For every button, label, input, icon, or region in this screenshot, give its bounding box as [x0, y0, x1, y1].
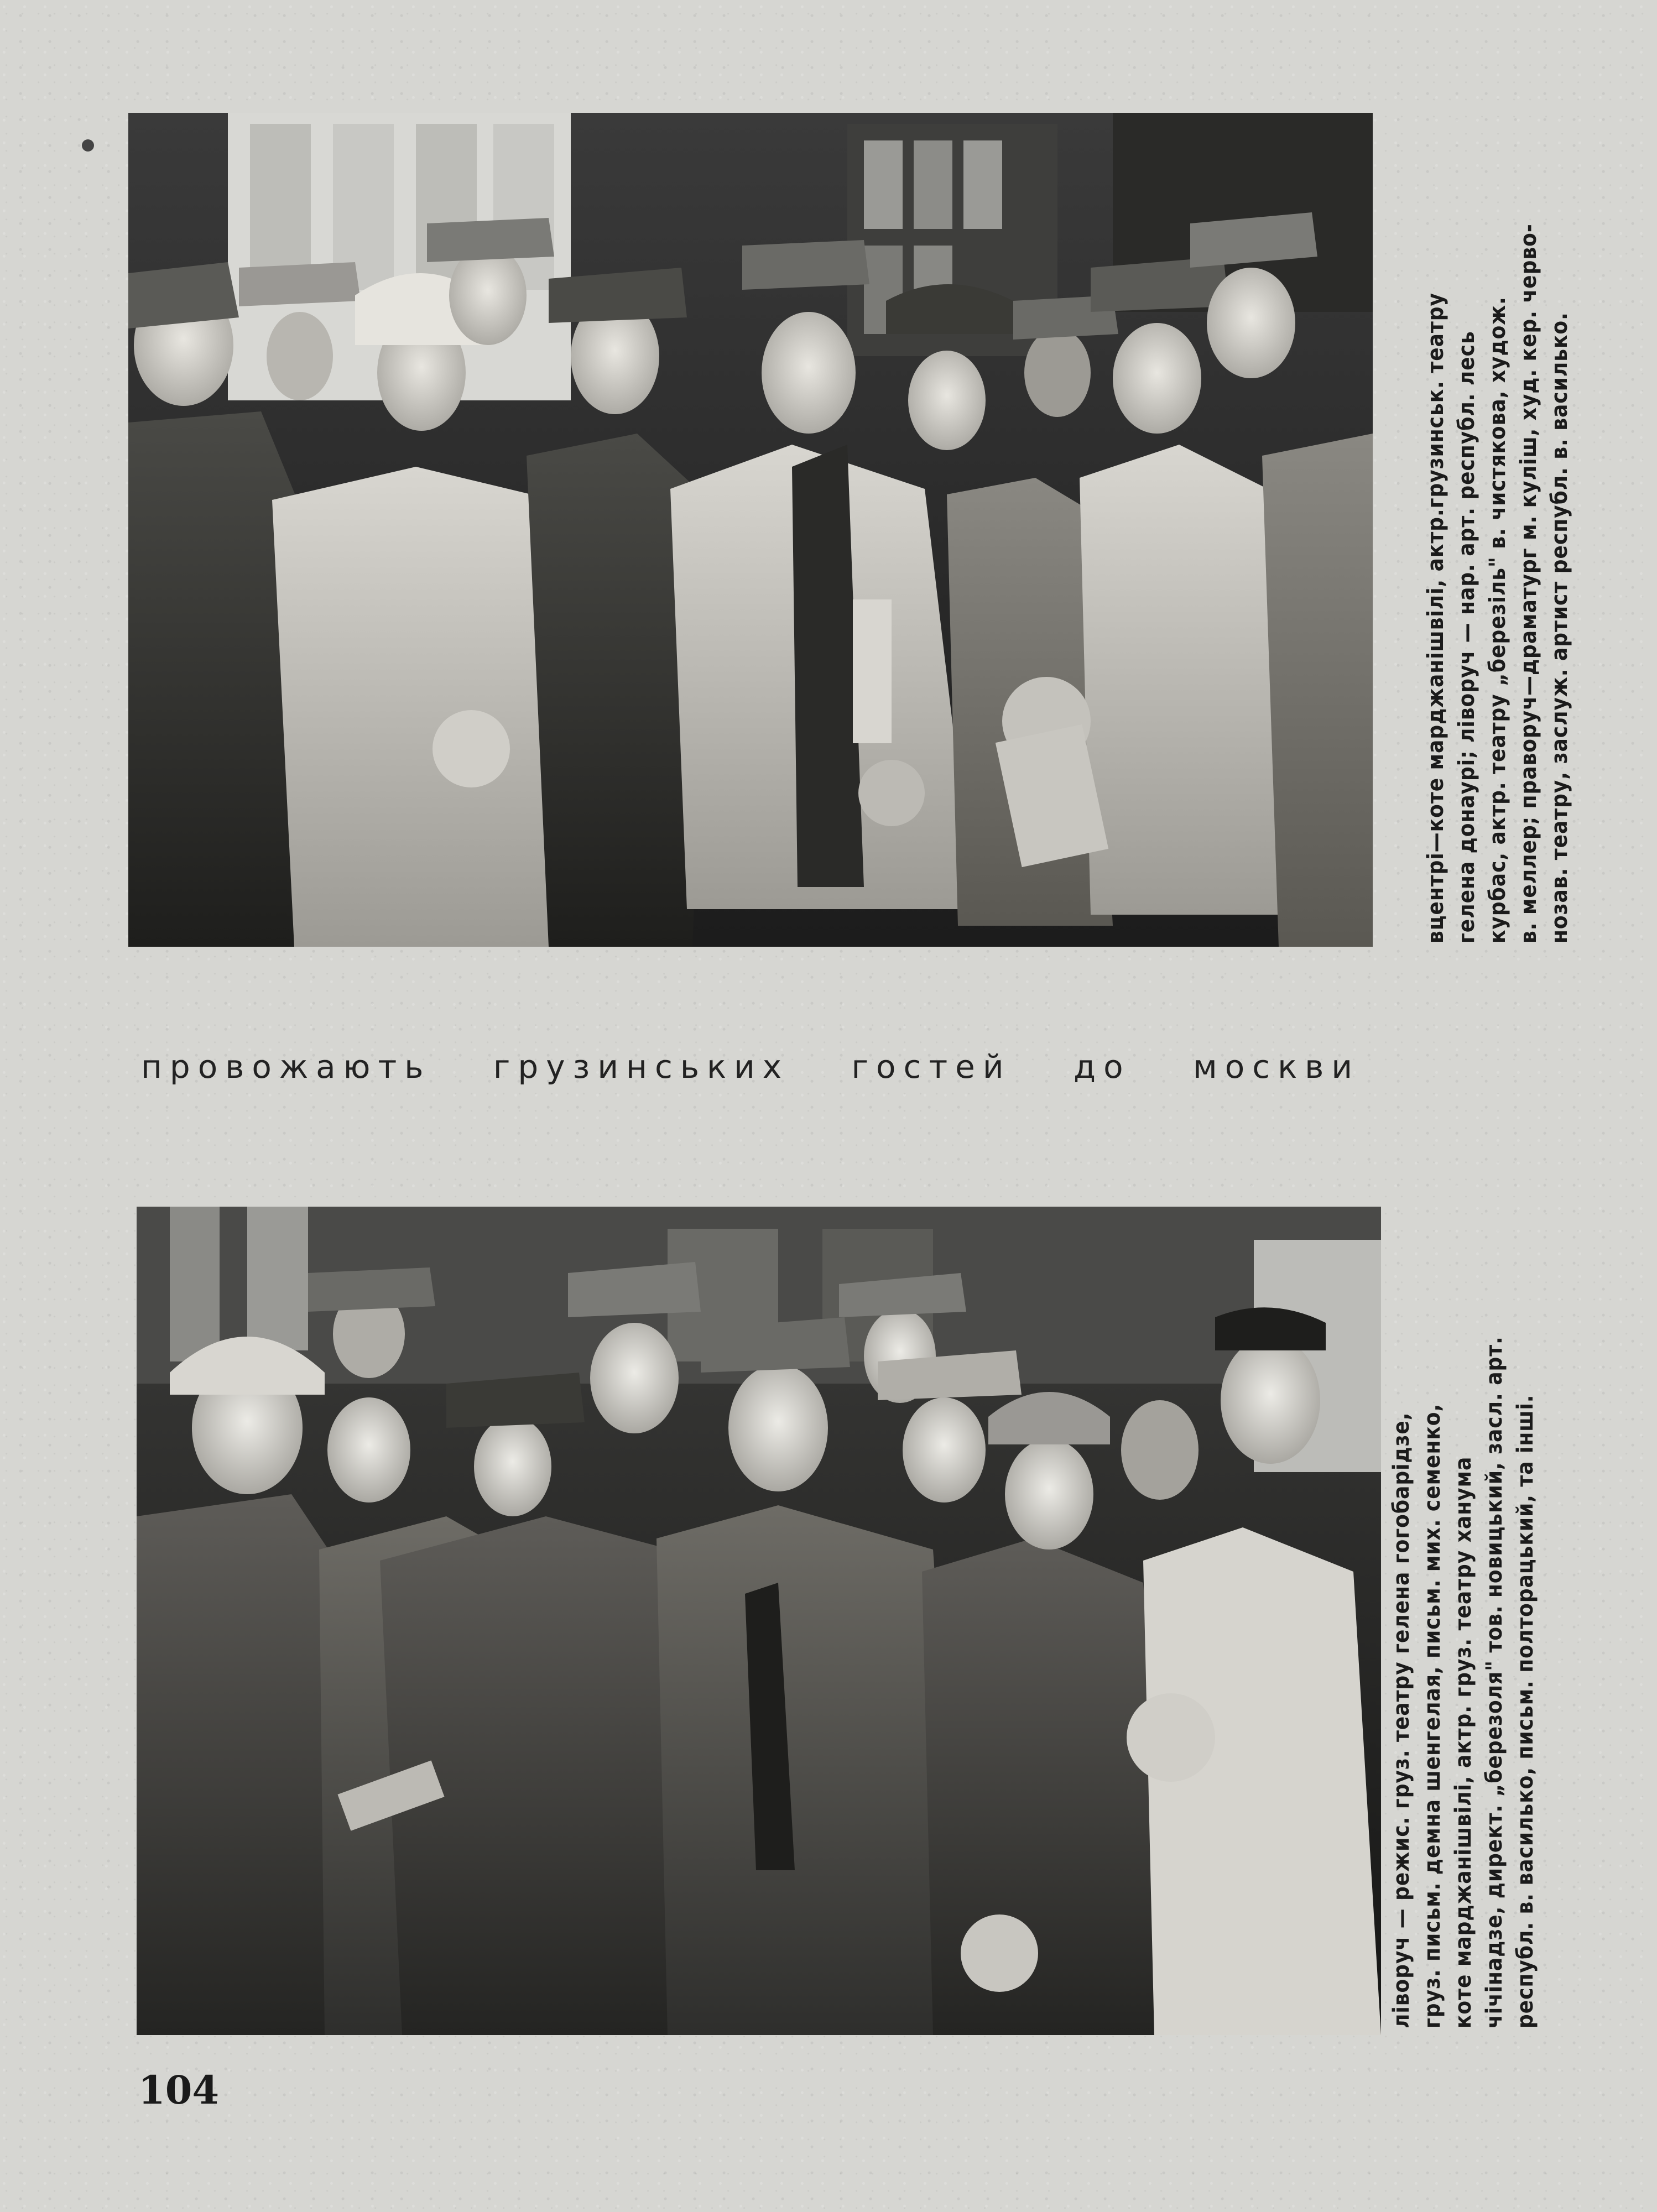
top-photo-image	[128, 113, 1373, 947]
top-caption-line: в. меллер; праворуч—драматург м. куліш, худ. кер. черво-	[1516, 223, 1541, 943]
bottom-group-photograph	[137, 1207, 1381, 2035]
bottom-caption-line: коте марджанішвілі, актр. груз. театру ханума	[1451, 1456, 1476, 2028]
top-caption-line: курбас, актр. театру „березіль" в. чистякова, худож.	[1485, 296, 1510, 943]
page-number: 104	[138, 2067, 220, 2113]
top-group-photograph	[128, 113, 1373, 947]
ink-speck	[82, 139, 94, 152]
top-caption-line: нозав. театру, заслуж. артист республ. в. василько.	[1547, 312, 1572, 943]
bottom-photo-image	[137, 1207, 1381, 2035]
bottom-caption-line: республ. в. василько, письм. полторацький, та інші.	[1513, 1394, 1538, 2028]
bottom-photo-caption	[1386, 1199, 1541, 2028]
top-caption-line: вцентрі—коте марджанішвілі, актр.грузинськ. театру	[1423, 293, 1448, 943]
top-caption-line: гелена донаурі; ліворуч — нар. арт. республ. лесь	[1454, 331, 1479, 943]
page-heading: провожають грузинських гостей до москви	[141, 1048, 1361, 1086]
top-photo-caption	[1420, 105, 1575, 943]
bottom-caption-line: ліворуч — режис. груз. театру гелена гогобарідзе,	[1389, 1412, 1414, 2028]
bottom-caption-line: чічінадзе, директ. „березоля" тов. новицький, засл. арт.	[1482, 1336, 1507, 2028]
bottom-caption-line: груз. письм. демна шенгелая, письм. мих. семенко,	[1420, 1403, 1445, 2028]
